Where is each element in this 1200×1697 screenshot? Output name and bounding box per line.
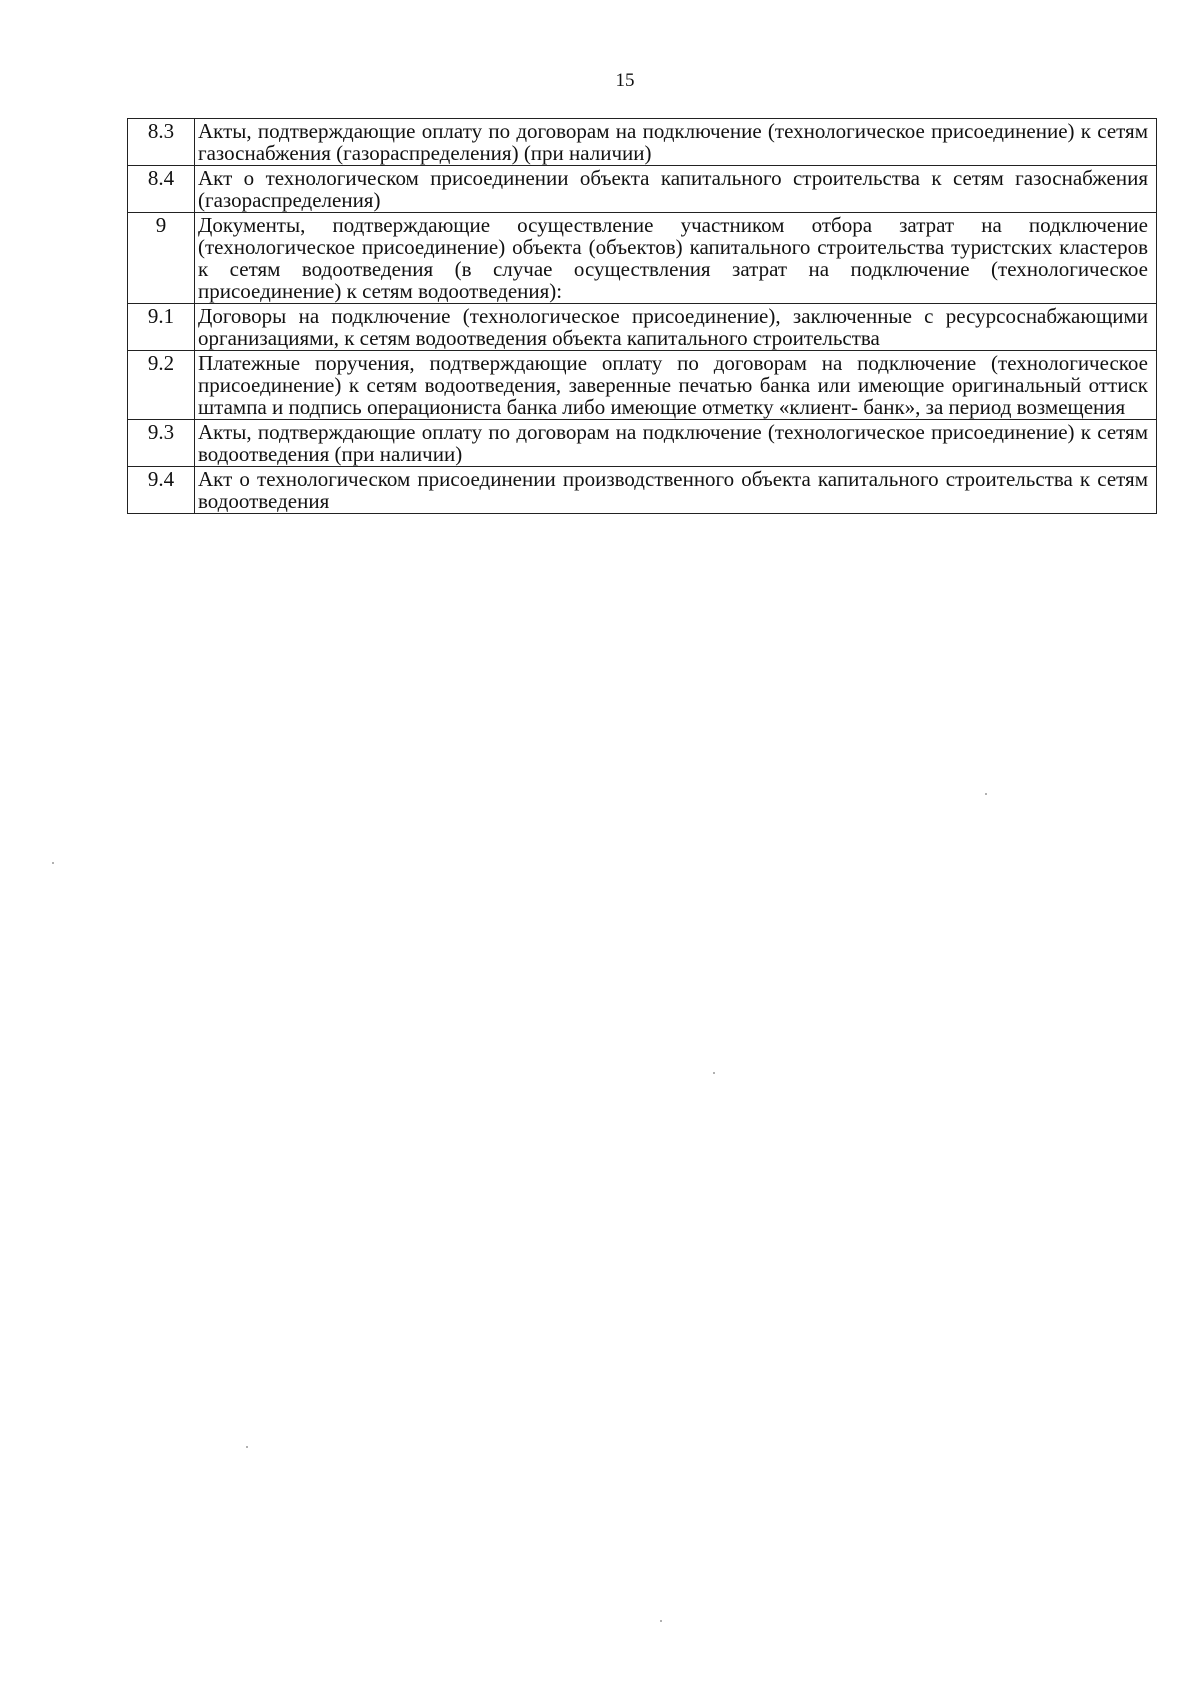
row-description: Акт о технологическом присоединении производственного объекта капитального строительства к сетям водоотведения xyxy=(195,467,1157,514)
row-description: Платежные поручения, подтверждающие оплату по договорам на подключение (технологическое присоединение) к сетям водоотведения, заверенные печатью банка или имеющие оригинальный оттиск штампа и подпись операциониста банка либо имеющие отметку «клиент- банк», за период возмещения xyxy=(195,351,1157,420)
page-number: 15 xyxy=(615,70,635,91)
scan-speck xyxy=(52,862,54,864)
row-description: Договоры на подключение (технологическое присоединение), заключенные с ресурсоснабжающими организациями, к сетям водоотведения объекта капитального строительства xyxy=(195,304,1157,351)
row-number: 9.1 xyxy=(128,304,195,351)
table-row xyxy=(128,351,1157,420)
table-row xyxy=(128,467,1157,514)
table-row xyxy=(128,304,1157,351)
row-number: 8.4 xyxy=(128,166,195,213)
table-row xyxy=(128,119,1157,166)
row-number: 9.4 xyxy=(128,467,195,514)
table-row xyxy=(128,166,1157,213)
scan-speck xyxy=(246,1446,248,1448)
row-number: 9.3 xyxy=(128,420,195,467)
row-number: 9.2 xyxy=(128,351,195,420)
row-number: 8.3 xyxy=(128,119,195,166)
scan-speck xyxy=(713,1072,715,1074)
scan-speck xyxy=(660,1620,662,1622)
table-row xyxy=(128,420,1157,467)
row-description: Акт о технологическом присоединении объекта капитального строительства к сетям газоснабжения (газораспределения) xyxy=(195,166,1157,213)
table-row xyxy=(128,213,1157,304)
row-description: Документы, подтверждающие осуществление участником отбора затрат на подключение (технологическое присоединение) объекта (объектов) капитального строительства туристских кластеров к сетям водоотведения (в случае осуществления затрат на подключение (технологическое присоединение) к сетям водоотведения): xyxy=(195,213,1157,304)
documents-table xyxy=(127,118,1157,514)
row-description: Акты, подтверждающие оплату по договорам на подключение (технологическое присоединение) к сетям водоотведения (при наличии) xyxy=(195,420,1157,467)
scan-speck xyxy=(985,793,987,795)
row-number: 9 xyxy=(128,213,195,304)
row-description: Акты, подтверждающие оплату по договорам на подключение (технологическое присоединение) к сетям газоснабжения (газораспределения) (при наличии) xyxy=(195,119,1157,166)
